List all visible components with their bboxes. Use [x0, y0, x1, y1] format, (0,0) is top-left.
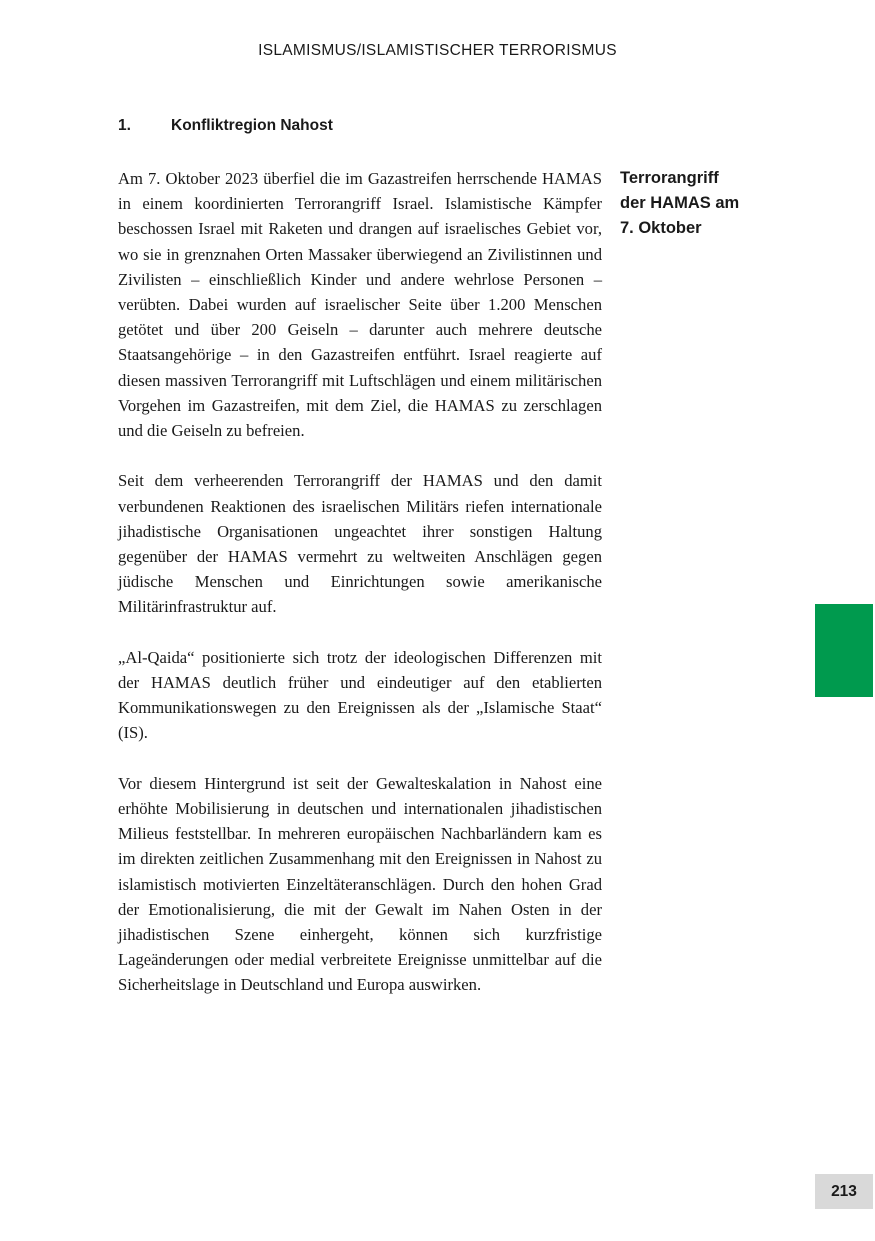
- section-heading: [118, 117, 333, 135]
- chapter-tab-marker: [815, 604, 873, 697]
- running-header: ISLAMISMUS/ISLAMISTISCHER TERRORISMUS: [258, 42, 617, 59]
- body-text: [118, 166, 602, 1023]
- paragraph: Seit dem verheerenden Terrorangriff der HAMAS und den damit verbundenen Reaktionen des israelischen Militärs riefen internationale jihadistische Organisationen ungeachtet ihrer sonstigen Haltung gegenüber der HAMAS vermehrt zu weltweiten Anschlägen gegen jüdische Menschen und Einrichtungen sowie amerikanische Militärinfrastruktur auf.: [118, 471, 602, 617]
- section-title: Konfliktregion Nahost: [171, 117, 333, 134]
- marginal-note-line: Terrorangriff: [620, 169, 719, 187]
- paragraph: „Al-Qaida“ positionierte sich trotz der ideologischen Differenzen mit der HAMAS deutlich früher und eindeutiger auf den etablierten Kommunikationswegen zu den Ereignissen als der „Islamische Staat“ (IS).: [118, 647, 602, 743]
- marginal-note: [620, 166, 770, 242]
- paragraph: Am 7. Oktober 2023 überfiel die im Gazastreifen herrschende HAMAS in einem koordinierten Terrorangriff Israel. Islamistische Kämpfer beschossen Israel mit Raketen und drangen auf israelisches Gebiet vor, wo sie in grenznahen Orten Massaker überwiegend an Zivilistinnen und Zivilisten – einschließlich Kinder und andere wehrlose Personen – verübten. Dabei wurden auf israelischer Seite über 1.200 Menschen getötet und über 200 Geiseln – darunter auch mehrere deutsche Staatsangehörige – in den Gazastreifen entführt. Israel reagierte auf diesen massiven Terrorangriff mit Luftschlägen und einem militärischen Vorgehen im Gazastreifen, mit dem Ziel, die HAMAS zu zerschlagen und die Geiseln zu befreien.: [118, 169, 602, 441]
- paragraph: Vor diesem Hintergrund ist seit der Gewalteskalation in Nahost eine erhöhte Mobilisierung in deutschen und internationalen jihadistischen Milieus feststellbar. In mehreren europäischen Nachbarländern kam es im direkten zeitlichen Zusammenhang mit den Ereignissen in Nahost zu islamistisch motivierten Einzeltäteranschlägen. Durch den hohen Grad der Emotionalisierung, die mit der Gewalt im Nahen Osten in der jihadistischen Szene einhergeht, können sich kurzfristige Lageänderungen oder medial verbreitete Ereignisse unmittelbar auf die Sicherheitslage in Deutschland und Europa auswirken.: [118, 773, 602, 995]
- marginal-note-line: 7. Oktober: [620, 219, 702, 238]
- page-number: 213: [815, 1174, 873, 1209]
- section-number: 1.: [118, 117, 131, 134]
- marginal-note-line: der HAMAS am: [620, 194, 740, 213]
